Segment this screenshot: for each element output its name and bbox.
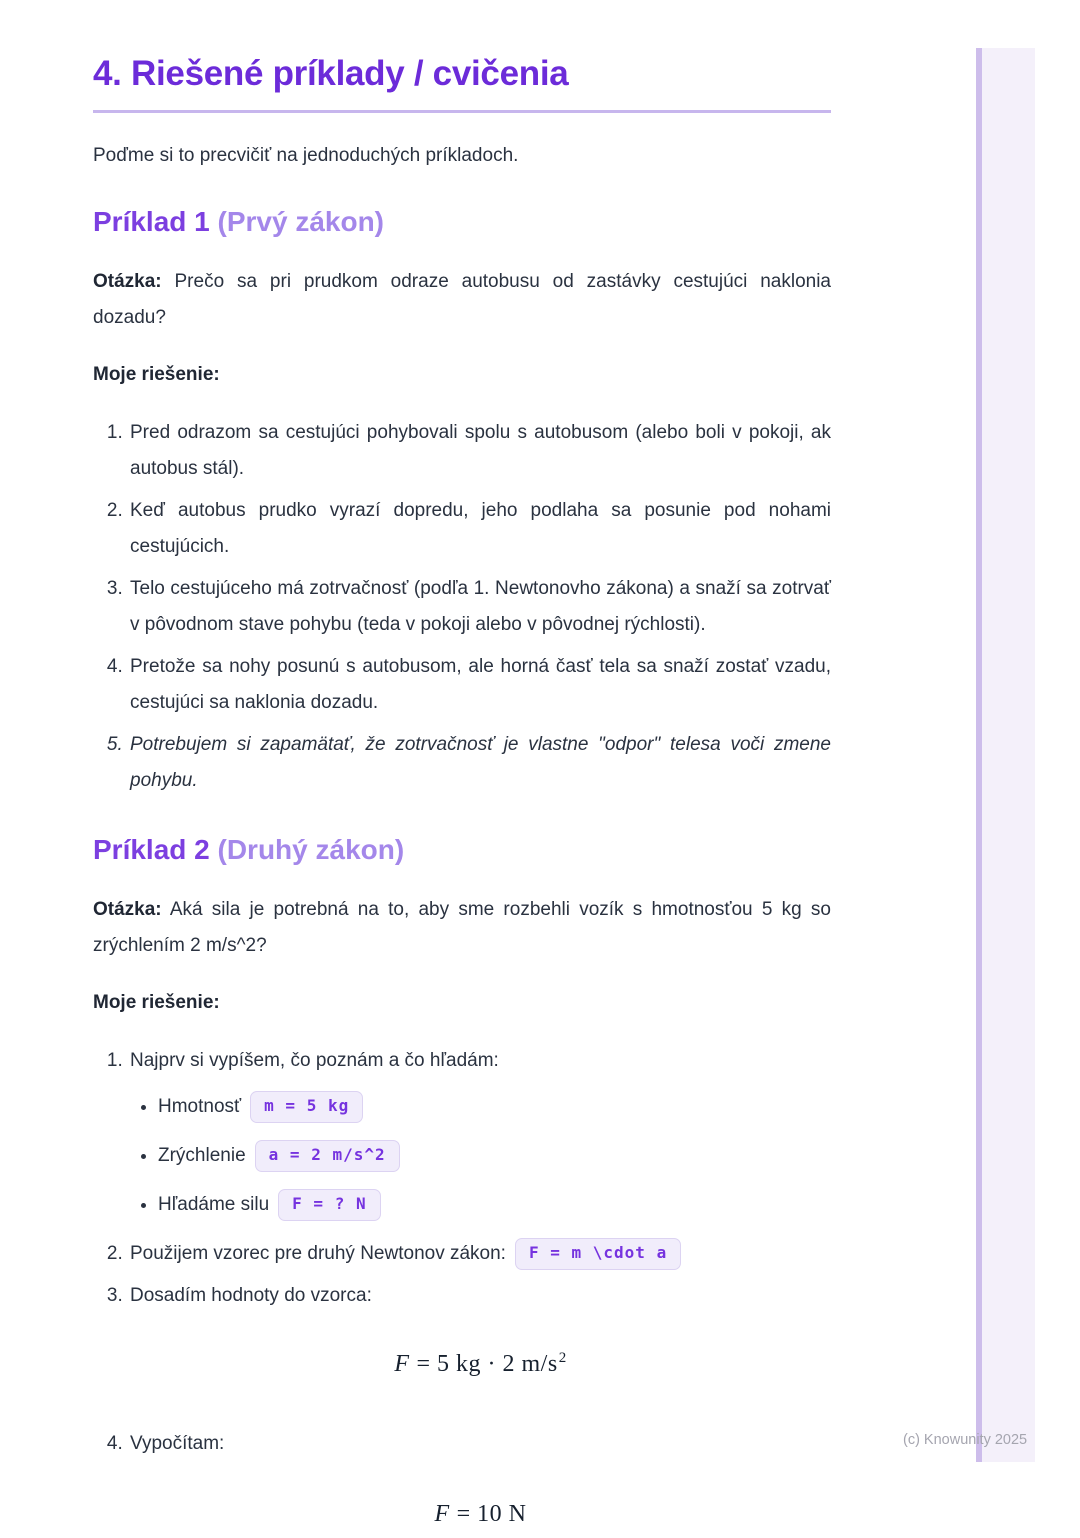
step-text: Dosadím hodnoty do vzorca: [130,1285,372,1306]
step-item: 2. Keď autobus prudko vyrazí dopredu, jeho podlaha sa posunie pod nohami cestujúcich. [128,493,831,565]
formula-variable: F [394,1351,410,1377]
question-text: Prečo sa pri prudkom odraze autobusu od zastávky cestujúci naklonia dozadu? [93,271,831,328]
copyright-text: (c) Knowunity 2025 [903,1432,1028,1448]
formula-expression: = 5 kg · 2 m/s [416,1351,558,1377]
code-chip-force: F = ? N [278,1189,380,1221]
code-chip-mass: m = 5 kg [250,1091,363,1123]
example-2-steps-list [93,1043,831,1532]
example-2-question [93,892,831,964]
lead-paragraph: Poďme si to precvičiť na jednoduchých príkladoch. [93,145,519,166]
step-item [128,1426,831,1532]
step-text: Vypočítam: [130,1433,225,1454]
known-item [158,1187,831,1223]
solution-label: Moje riešenie: [93,364,220,385]
known-item [158,1089,831,1125]
page-edge-stripe [976,48,1035,1462]
solution-label: Moje riešenie: [93,992,220,1013]
formula-variable: F [434,1501,450,1527]
example-1-question [93,264,831,336]
question-label: Otázka: [93,271,162,292]
known-values-list [130,1089,831,1223]
step-text: Použijem vzorec pre druhý Newtonov zákon: [130,1243,506,1264]
step-text: Najprv si vypíšem, čo poznám a čo hľadám: [130,1050,499,1071]
example-1-heading-rest: (Prvý zákon) [209,206,385,237]
known-item-label: Zrýchlenie [158,1145,246,1166]
title-divider [93,110,831,113]
question-label: Otázka: [93,899,162,920]
document-body [93,0,831,1538]
known-item-label: Hmotnosť [158,1096,242,1117]
formula-result [130,1496,831,1532]
formula-exponent: 2 [558,1350,567,1366]
page-title: 4. Riešené príklady / cvičenia [93,54,569,93]
example-2-heading-rest: (Druhý zákon) [209,834,405,865]
step-item: 3. Telo cestujúceho má zotrvačnosť (podľa 1. Newtonovho zákona) a snaží sa zotrvať v pôvodnom stave pohybu (teda v pokoji alebo v pôvodnej rýchlosti). [128,571,831,643]
step-item [128,1236,831,1272]
question-text: Aká sila je potrebná na to, aby sme rozbehli vozík s hmotnosťou 5 kg so zrýchlením 2 m/s^2? [93,899,831,956]
step-item-note: 5. Potrebujem si zapamätať, že zotrvačnosť je vlastne "odpor" telesa voči zmene pohybu. [128,727,831,799]
example-1-heading-strong: Príklad 1 [93,206,210,237]
formula-expression: = 10 N [456,1501,527,1527]
step-item: 1. Pred odrazom sa cestujúci pohybovali spolu s autobusom (alebo boli v pokoji, ak autobus stál). [128,415,831,487]
step-item [128,1278,831,1382]
known-item [158,1138,831,1174]
formula-substitution [130,1340,831,1382]
example-1-steps-list [93,415,831,799]
code-chip-acceleration: a = 2 m/s^2 [255,1140,400,1172]
step-item [128,1043,831,1223]
example-2-heading [93,833,831,867]
known-item-label: Hľadáme silu [158,1194,270,1215]
step-item: 4. Pretože sa nohy posunú s autobusom, ale horná časť tela sa snaží zostať vzadu, cestujúci sa naklonia dozadu. [128,649,831,721]
example-1-heading [93,205,831,239]
example-2-heading-strong: Príklad 2 [93,834,210,865]
code-chip-formula: F = m \cdot a [515,1238,681,1270]
